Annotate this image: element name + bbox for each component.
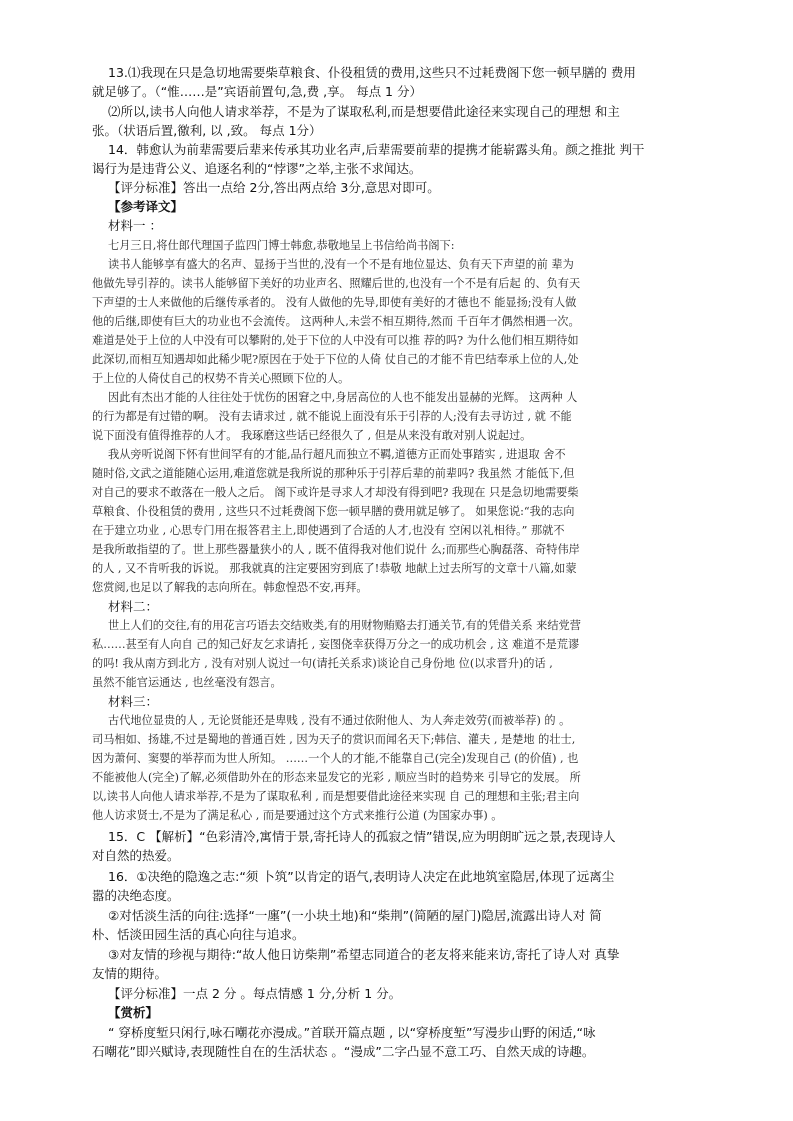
answer-15-line-1: 15．C 【解析】“色彩清冷,寓情于景,寄托诗人的孤寂之情”错误,应为明朗旷远之景,表现诗人 xyxy=(108,829,616,844)
translation-line: 他人访求贤士,不是为了满足私心 , 而是要通过这个方式来推行公道 (为国家办事) 。 xyxy=(92,809,503,822)
translation-line: 古代地位显贵的人 , 无论贤能还是卑贱 , 没有不通过依附他人、为人奔走效劳(而被举荐) 的 。 xyxy=(108,714,571,727)
answer-16-line-6: 友情的期待。 xyxy=(92,966,168,981)
translation-line: 对自己的要求不敢落在一般人之后。 阁下或许是寻求人才却没有得到吧? 我现在 只是急切地需要柴 xyxy=(92,486,579,499)
translation-line: 虽然不能官运通达 , 也丝毫没有怨言。 xyxy=(92,676,282,689)
translation-line: 难道是处于上位的人中没有可以攀附的,处于下位的人中没有可以推 荐的吗? 为什么他们相互期待如 xyxy=(92,334,579,347)
translation-line: 读书人能够享有盛大的名声、显扬于当世的,没有一个不是有地位显达、负有天下声望的前 辈为 xyxy=(108,258,574,271)
answer-15-line-2: 对自然的热爱。 xyxy=(92,848,180,863)
scoring-standard-14: 【评分标准】答出一点给 2分,答出两点给 3分,意思对即可。 xyxy=(108,180,440,195)
translation-line: 的行为都是有过错的啊。 没有去请求过 , 就不能说上面没有乐于引荐的人;没有去寻访过 , 就 不能 xyxy=(92,410,572,423)
translation-line: 草粮食、仆役租赁的费用 , 这些只不过耗费阁下您一顿早膳的费用就足够了。 如果您说:“我的志向 xyxy=(92,505,575,518)
answer-13-line-1: 13.⑴我现在只是急切地需要柴草粮食、仆役租赁的费用,这些只不过耗费阁下您一顿早膳的 费用 xyxy=(108,65,636,80)
material-two-heading: 材料二： xyxy=(108,599,159,614)
translation-line: 七月三日,将仕郎代理国子监四门博士韩愈,恭敬地呈上书信给尚书阁下: xyxy=(108,239,455,252)
material-three-heading: 材料三： xyxy=(108,694,159,709)
translation-line: 您赏阅,也足以了解我的志向所在。韩愈惶恐不安,再拜。 xyxy=(92,581,368,594)
translation-line: 的人 , 又不肯听我的诉说。 那我就真的注定要困穷到底了!恭敬 地献上过去所写的文章十八篇,如蒙 xyxy=(92,562,577,575)
answer-16-line-1: 16．①决绝的隐逸之志:“须 卜筑”以肯定的语气,表明诗人决定在此地筑室隐居,体现了远离尘 xyxy=(108,869,615,884)
translation-line: 私……甚至有人向自 己的知己好友乞求请托 , 妄图侥幸获得万分之一的成功机会 , 这 难道不是荒谬 xyxy=(92,638,580,651)
reference-translation-heading: 【参考译文】 xyxy=(108,199,184,214)
translation-line: 于上位的人倚仗自己的权势不肯关心照顾下位的人。 xyxy=(92,372,350,385)
appreciation-heading: 【赏析】 xyxy=(108,1005,159,1020)
translation-line: 的吗! 我从南方到北方 , 没有对别人说过一句(请托关系求)谈论自己身份地 位(以求晋升)的话 , xyxy=(92,657,553,670)
translation-line: 他的后继,即使有巨大的功业也不会流传。 这两种人,未尝不相互期待,然而 千百年才偶然相遇一次。 xyxy=(92,315,580,328)
translation-line: 司马相如、扬雄,不过是蜀地的普通百姓 , 因为天子的赏识而闻名天下;韩信、灌夫 , 是楚地 的壮士, xyxy=(92,733,576,746)
answer-13-line-2: 就足够了。（“惟……是”宾语前置句,急,费 ,享。 每点 1 分） xyxy=(92,84,422,99)
answer-14-line-1: 14．韩愈认为前辈需要后辈来传承其功业名声,后辈需要前辈的提携才能崭露头角。颜之推批 判干 xyxy=(108,142,645,157)
translation-line: 随时俗,文武之道能随心运用,难道您就是我所说的那种乐于引荐后辈的前辈吗? 我虽然 才能低下,但 xyxy=(92,467,575,480)
translation-line: 以,读书人向他人请求举荐,不是为了谋取私利 , 而是想要借此途径来实现 自 己的理想和主张;君主向 xyxy=(92,790,580,803)
answer-16-line-3: ②对恬淡生活的向往:选择“一廛”(一小块土地)和“柴荆”(简陋的屋门)隐居,流露出诗人对 简 xyxy=(108,908,602,923)
answer-13-line-4: 张。（状语后置,徼利, 以 ,致。 每点 1分） xyxy=(92,123,322,138)
translation-line: 不能被他人(完全)了解,必须借助外在的形态来显发它的光彩 , 顺应当时的趋势来 引导它的发展。 所 xyxy=(92,771,581,784)
translation-line: 因为萧何、窦婴的举荐而为世人所知。 ……一个人的才能,不能靠自己(完全)发现自己 (的价值) , 也 xyxy=(92,752,579,765)
answer-14-line-2: 谒行为是违背公义、追逐名利的“悖谬”之举,主张不求闻达。 xyxy=(92,161,422,176)
translation-line: 说下面没有值得推荐的人才。 我琢磨这些话已经很久了 , 但是从来没有敢对别人说起过。 xyxy=(92,429,532,442)
appreciation-line-2: 石嘲花”即兴赋诗,表现随性自在的生活状态 。“漫成”二字凸显不意工巧、自然天成的诗趣。 xyxy=(92,1044,595,1059)
answer-16-line-2: 嚣的决绝态度。 xyxy=(92,888,180,903)
answer-13-line-3: ⑵所以,读书人向他人请求举荐，不是为了谋取私利,而是想要借此途径来实现自己的理想 和主 xyxy=(108,104,620,119)
appreciation-line-1: “ 穿桥度堑只闲行,咏石嘲花亦漫成。”首联开篇点题 , 以“穿桥度堑”写漫步山野的闲适,“咏 xyxy=(108,1025,596,1040)
translation-line: 世上人们的交往,有的用花言巧语去交结败类,有的用财物贿赂去打通关节,有的凭借关系 来结党营 xyxy=(108,619,581,632)
scoring-standard-16: 【评分标准】一点 2 分 。每点情感 1 分,分析 1 分。 xyxy=(108,986,402,1001)
translation-line: 我从旁听说阁下怀有世间罕有的才能,品行超凡而独立不羁,道德方正而处事踏实 , 进退取 舍不 xyxy=(108,448,566,461)
translation-line: 是我所敢指望的了。世上那些器量狭小的人 , 既不值得我对他们说什 么;而那些心胸磊落、奇特伟岸 xyxy=(92,543,580,556)
translation-line: 在于建立功业 , 心思专门用在报答君主上,即使遇到了合适的人才,也没有 空闲以礼相待。” 那就不 xyxy=(92,524,565,537)
answer-16-line-4: 朴、恬淡田园生活的真心向往与追求。 xyxy=(92,927,305,942)
translation-line: 他做先导引荐的。读书人能够留下美好的功业声名、照耀后世的,也没有一个不是有后起 的、负有天 xyxy=(92,277,581,290)
translation-line: 下声望的士人来做他的后继传承者的。 没有人做他的先导,即使有美好的才德也不 能显扬;没有人做 xyxy=(92,296,577,309)
material-one-heading: 材料一 ： xyxy=(108,218,162,233)
answer-16-line-5: ③对友情的珍视与期待:“故人他日访柴荆”希望志同道合的老友将来能来访,寄托了诗人对 真挚 xyxy=(108,947,620,962)
translation-line: 此深切,而相互知遇却如此稀少呢?原因在于处于下位的人倚 仗自己的才能不肯巴结奉承上位的人,处 xyxy=(92,353,579,366)
translation-line: 因此有杰出才能的人往往处于忧伤的困窘之中,身居高位的人也不能发出显赫的光辉。 这两种 人 xyxy=(108,391,578,404)
